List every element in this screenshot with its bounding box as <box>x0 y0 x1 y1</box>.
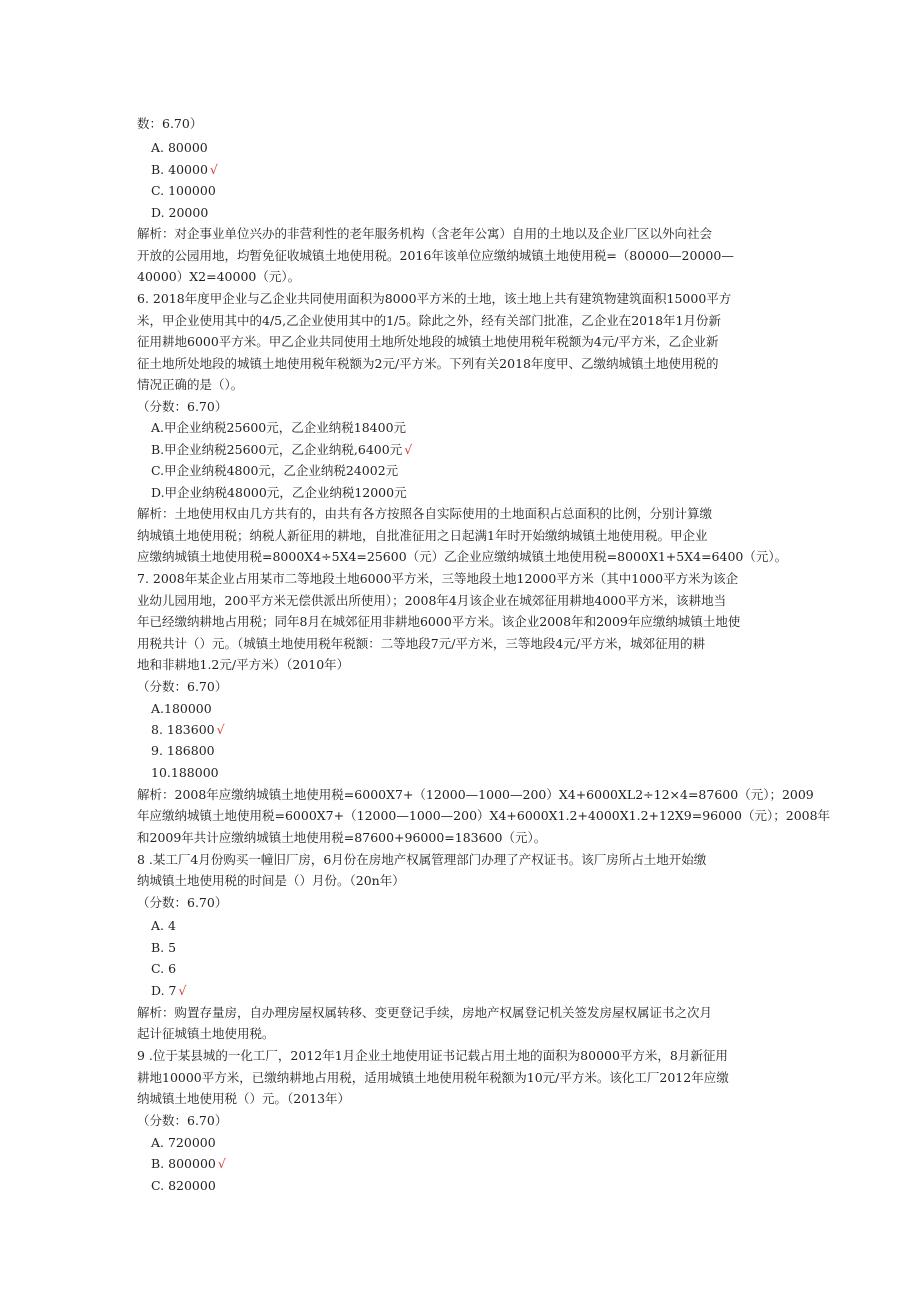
line-text: （分数：6.70） <box>137 1113 228 1128</box>
line-text: 征用耕地6000平方米。甲乙企业共同使用土地所处地段的城镇土地使用税年税额为4元/平方米，乙企业新 <box>137 334 719 349</box>
option-line <box>0 442 920 458</box>
line-text: 8 .某工厂4月份购买一幢旧厂房，6月份在房地产权属管理部门办理了产权证书。该厂房所占土地开始缴 <box>137 852 707 867</box>
option-line <box>0 765 920 781</box>
line-text: 10.188000 <box>151 765 219 780</box>
text-line <box>0 226 920 242</box>
line-text: 6. 2018年度甲企业与乙企业共同使用面积为8000平方米的土地，该土地上共有建筑物建筑面积15000平方 <box>137 291 732 306</box>
line-text: C. 100000 <box>151 183 216 198</box>
line-text: 和2009年共计应缴纳城镇土地使用税=87600+96000=183600（元）。 <box>137 830 547 845</box>
text-line <box>0 614 920 630</box>
text-line <box>0 334 920 350</box>
text-line <box>0 873 920 889</box>
text-line <box>0 1113 920 1129</box>
text-line <box>0 313 920 329</box>
line-text: 地和非耕地1.2元/平方米）（2010年） <box>137 657 350 672</box>
line-text: 年应缴纳城镇土地使用税=6000X7+（12000—1000—200）X4+6000X1.2+4000X1.2+12X9=96000（元）；2008年 <box>137 808 831 823</box>
line-text: 征土地所处地段的城镇土地使用税年税额为2元/平方米。下列有关2018年度甲、乙缴纳城镇土地使用税的 <box>137 356 719 371</box>
line-text: 9. 186800 <box>151 743 215 758</box>
text-line <box>0 787 920 803</box>
text-line <box>0 679 920 695</box>
line-text: B. 40000 <box>151 162 208 177</box>
text-line <box>0 808 920 824</box>
line-text: 40000）X2=40000（元）。 <box>137 269 301 284</box>
line-text: 业幼儿园用地，200平方米无偿供派出所使用）；2008年4月该企业在城郊征用耕地4000平方米，该耕地当 <box>137 593 727 608</box>
line-text: C. 820000 <box>151 1178 216 1193</box>
option-line <box>0 183 920 199</box>
correct-check-icon: √ <box>209 162 218 177</box>
text-line <box>0 248 920 264</box>
correct-check-icon: √ <box>178 983 187 998</box>
line-text: A. 80000 <box>151 140 208 155</box>
line-text: C. 6 <box>151 961 177 976</box>
line-text: 年已经缴纳耕地占用税；同年8月在城郊征用非耕地6000平方米。该企业2008年和2009年应缴纳城镇土地使 <box>137 614 741 629</box>
text-line <box>0 377 920 393</box>
option-line <box>0 743 920 759</box>
option-line <box>0 940 920 956</box>
text-line <box>0 506 920 522</box>
line-text: （分数：6.70） <box>137 895 228 910</box>
line-text: B. 800000 <box>151 1156 216 1171</box>
line-text: A.180000 <box>151 701 212 716</box>
option-line <box>0 485 920 501</box>
text-line <box>0 1048 920 1064</box>
line-text: 开放的公园用地，均暂免征收城镇土地使用税。2016年该单位应缴纳城镇土地使用税=（80000—20000— <box>137 248 734 263</box>
line-text: 8. 183600 <box>151 722 215 737</box>
text-line <box>0 528 920 544</box>
option-line <box>0 463 920 479</box>
text-line <box>0 895 920 911</box>
line-text: 纳城镇土地使用税（）元。（2013年） <box>137 1091 351 1106</box>
line-text: 纳城镇土地使用税；纳税人新征用的耕地，自批准征用之日起满1年时开始缴纳城镇土地使用税。甲企业 <box>137 528 708 543</box>
correct-check-icon: √ <box>216 722 225 737</box>
line-text: （分数：6.70） <box>137 679 228 694</box>
line-text: 解析：购置存量房，自办理房屋权属转移、变更登记手续，房地产权属登记机关签发房屋权属证书之次月 <box>137 1005 713 1020</box>
text-line <box>0 116 920 132</box>
text-line <box>0 636 920 652</box>
option-line <box>0 701 920 717</box>
line-text: 解析：2008年应缴纳城镇土地使用税=6000X7+（12000—1000—200）X4+6000XL2÷12×4=87600（元）；2009 <box>137 787 814 802</box>
text-line <box>0 1091 920 1107</box>
line-text: 数：6.70） <box>137 116 203 131</box>
line-text: 9 .位于某县城的一化工厂，2012年1月企业土地使用证书记载占用土地的面积为80000平方米，8月新征用 <box>137 1048 728 1063</box>
option-line <box>0 1178 920 1194</box>
line-text: 米，甲企业使用其中的4/5,乙企业使用其中的1/5。除此之外，经有关部门批准，乙企业在2018年1月份新 <box>137 313 721 328</box>
line-text: 情况正确的是（）。 <box>137 377 244 392</box>
correct-check-icon: √ <box>404 442 413 457</box>
option-line <box>0 205 920 221</box>
text-line <box>0 1005 920 1021</box>
text-line <box>0 549 920 565</box>
line-text: A.甲企业纳税25600元，乙企业纳税18400元 <box>151 420 407 435</box>
line-text: D. 7 <box>151 983 177 998</box>
option-line <box>0 918 920 934</box>
line-text: 解析：对企事业单位兴办的非营利性的老年服务机构（含老年公寓）自用的土地以及企业厂区以外向社会 <box>137 226 713 241</box>
line-text: 纳城镇土地使用税的时间是（）月份。（20n年） <box>137 873 405 888</box>
option-line <box>0 722 920 738</box>
line-text: 耕地10000平方米，已缴纳耕地占用税，适用城镇土地使用税年税额为10元/平方米。该化工厂2012年应缴 <box>137 1070 729 1085</box>
correct-check-icon: √ <box>217 1156 226 1171</box>
text-line <box>0 291 920 307</box>
line-text: 7. 2008年某企业占用某市二等地段土地6000平方米，三等地段土地12000平方米（其中1000平方米为该企 <box>137 571 739 586</box>
text-line <box>0 830 920 846</box>
text-line <box>0 852 920 868</box>
line-text: 用税共计（）元。（城镇土地使用税年税额：二等地段7元/平方米，三等地段4元/平方米，城郊征用的耕 <box>137 636 706 651</box>
option-line <box>0 1156 920 1172</box>
option-line <box>0 140 920 156</box>
text-line <box>0 571 920 587</box>
line-text: 起计征城镇土地使用税。 <box>137 1026 275 1041</box>
text-line <box>0 1026 920 1042</box>
option-line <box>0 162 920 178</box>
line-text: C.甲企业纳税4800元，乙企业纳税24002元 <box>151 463 399 478</box>
option-line <box>0 420 920 436</box>
line-text: （分数：6.70） <box>137 399 228 414</box>
option-line <box>0 1135 920 1151</box>
text-line <box>0 657 920 673</box>
option-line <box>0 961 920 977</box>
line-text: B. 5 <box>151 940 177 955</box>
line-text: D. 20000 <box>151 205 209 220</box>
line-text: 解析：土地使用权由几方共有的，由共有各方按照各自实际使用的土地面积占总面积的比例，分别计算缴 <box>137 506 713 521</box>
text-line <box>0 356 920 372</box>
line-text: A. 720000 <box>151 1135 216 1150</box>
text-line <box>0 1070 920 1086</box>
text-line <box>0 399 920 415</box>
text-line <box>0 593 920 609</box>
text-line <box>0 269 920 285</box>
line-text: A. 4 <box>151 918 176 933</box>
line-text: B.甲企业纳税25600元，乙企业纳税,6400元 <box>151 442 403 457</box>
line-text: D.甲企业纳税48000元，乙企业纳税12000元 <box>151 485 407 500</box>
line-text: 应缴纳城镇土地使用税=8000X4÷5X4=25600（元）乙企业应缴纳城镇土地使用税=8000X1+5X4=6400（元）。 <box>137 549 788 564</box>
option-line <box>0 983 920 999</box>
